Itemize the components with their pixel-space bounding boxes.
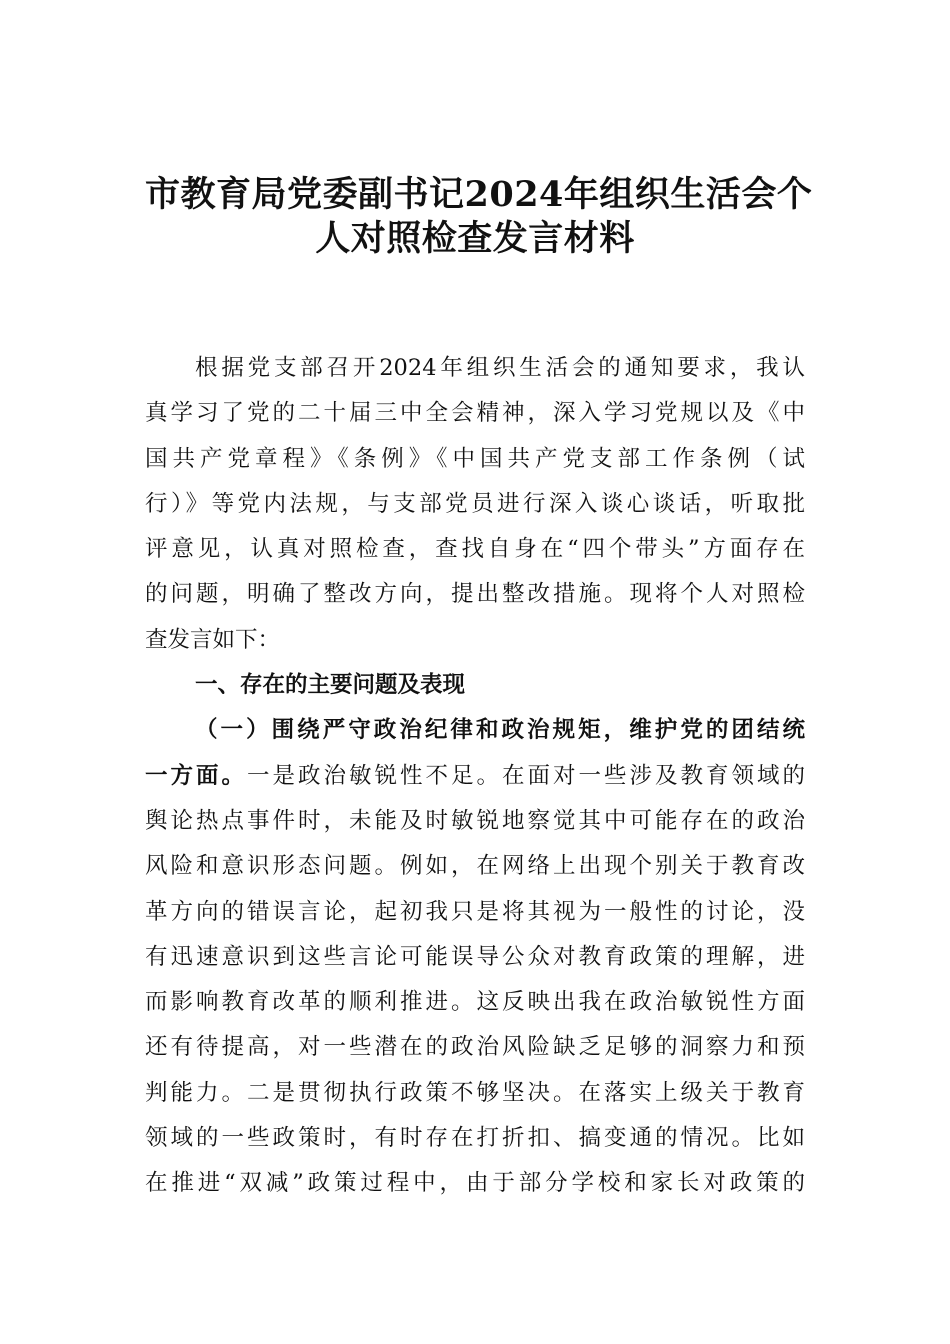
body-line: 风险和意识形态问题。例如，在网络上出现个别关于教育改 — [145, 853, 805, 880]
document-body — [145, 346, 805, 1207]
body-line: 舆论热点事件时，未能及时敏锐地察觉其中可能存在的政治 — [145, 807, 805, 834]
body-line: 国共产党章程》《条例》《中国共产党支部工作条例（试 — [145, 445, 805, 472]
body-line-rest: 一是政治敏锐性不足。在面对一些涉及教育领域的 — [247, 762, 805, 789]
document-title-line-2: 人对照检查发言材料 — [315, 218, 635, 259]
body-line: 行）》等党内法规，与支部党员进行深入谈心谈话，听取批 — [145, 490, 805, 517]
body-line-mixed — [145, 754, 805, 799]
body-line: 真学习了党的二十届三中全会精神，深入学习党规以及《中 — [145, 400, 805, 427]
subsection-heading: （一）围绕严守政治纪律和政治规矩，维护党的团结统 — [195, 717, 805, 744]
body-line: 而影响教育改革的顺利推进。这反映出我在政治敏锐性方面 — [145, 989, 805, 1016]
body-line: 的问题，明确了整改方向，提出整改措施。现将个人对照检 — [145, 581, 805, 608]
body-line: 领域的一些政策时，有时存在打折扣、搞变通的情况。比如 — [145, 1125, 805, 1152]
body-line: 还有待提高，对一些潜在的政治风险缺乏足够的洞察力和预 — [145, 1034, 805, 1061]
body-line: 根据党支部召开2024年组织生活会的通知要求，我认 — [195, 355, 805, 381]
body-line: 有迅速意识到这些言论可能误导公众对教育政策的理解，进 — [145, 943, 805, 970]
body-line: 评意见，认真对照检查，查找自身在“四个带头”方面存在 — [145, 536, 805, 563]
body-line: 判能力。二是贯彻执行政策不够坚决。在落实上级关于教育 — [145, 1079, 805, 1106]
subsection-heading-tail: 一方面。 — [145, 762, 247, 789]
section-heading: 一、存在的主要问题及表现 — [195, 672, 466, 699]
body-line: 革方向的错误言论，起初我只是将其视为一般性的讨论，没 — [145, 898, 805, 925]
body-line: 查发言如下： — [145, 626, 281, 653]
body-line: 在推进“双减”政策过程中，由于部分学校和家长对政策的 — [145, 1170, 805, 1197]
document-title-line-1: 市教育局党委副书记2024年组织生活会个 — [145, 174, 813, 215]
